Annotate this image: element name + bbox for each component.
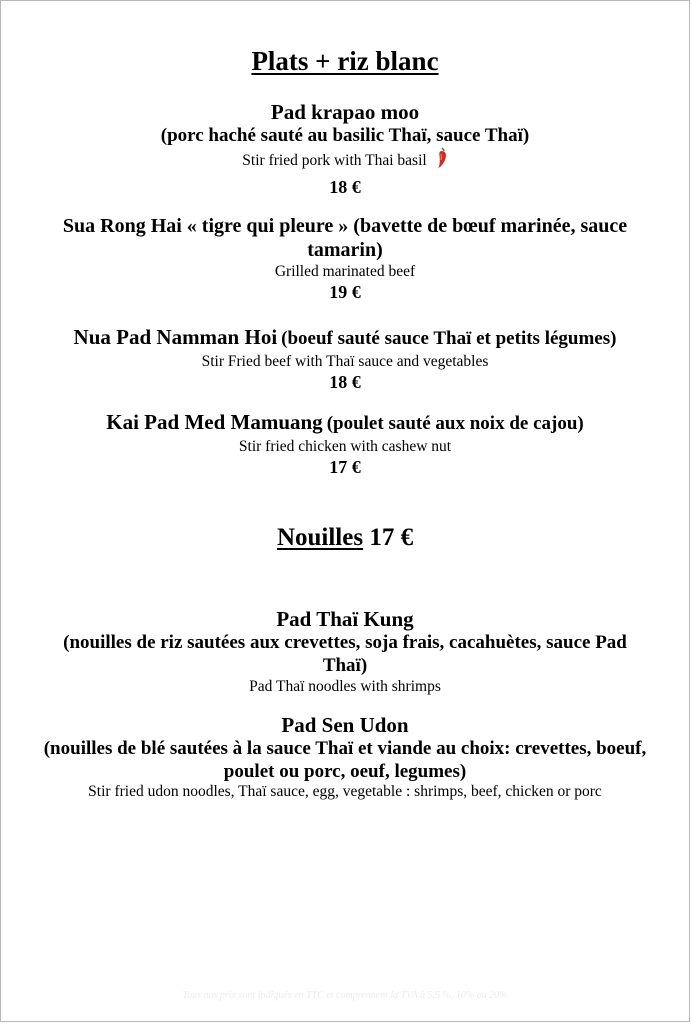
section-title-text: Plats + riz blanc [251,46,439,76]
dish-description-fr: (boeuf sauté sauce Thaï et petits légumes) [281,328,617,349]
footer-vat-note: Tous nos prix sont indiqués en TTC et comprennent la TVA à 5,5 %, 10% ou 20% [182,990,508,1001]
dish-price: 18 € [329,372,361,392]
dish-pad-krapao-moo [1,100,689,198]
dish-price: 19 € [329,282,361,302]
dish-description-en-text: Stir fried pork with Thai basil [242,152,427,169]
dish-description-en: Pad Thaï noodles with shrimps [249,678,441,695]
dish-nua-pad-namman-hoi [1,325,689,393]
dish-price: 18 € [329,177,361,197]
dish-name-with-description: Sua Rong Hai « tigre qui pleure » (bavette de bœuf marinée, sauce tamarin) [62,215,628,261]
section-title-nouilles [1,522,689,554]
section-title-price: 17 € [369,524,414,551]
dish-title-line [1,325,689,352]
dish-name: Nua Pad Namman Hoi [73,325,278,349]
dish-pad-sen-udon [1,713,689,783]
dish-title-line [1,410,689,437]
dish-kai-pad-med-mamuang [1,410,689,478]
dish-description-fr: (porc haché sauté au basilic Thaï, sauce Thaï) [160,125,530,146]
section-title-plats [1,45,689,77]
dish-name: Pad Sen Udon [281,713,409,737]
dish-description-en: Stir Fried beef with Thaï sauce and vegetables [201,353,489,370]
dish-description-fr: (nouilles de blé sautées à la sauce Thaï et viande au choix: crevettes, boeuf, poulet ou porc, oeuf, legumes) [43,738,647,782]
dish-description-fr: (nouilles de riz sautées aux crevettes, soja frais, cacahuètes, sauce Pad Thaï) [63,632,627,676]
dish-pad-sen-udon-english [1,782,689,801]
dish-price: 17 € [329,457,361,477]
dish-pad-thai-kung [1,607,689,696]
chili-pepper-icon [437,147,448,174]
dish-description-en: Stir fried chicken with cashew nut [238,438,452,455]
dish-name: Pad Thaï Kung [276,607,414,631]
dish-name: Pad krapao moo [270,100,420,124]
dish-description-en: Stir fried udon noodles, Thaï sauce, egg, vegetable : shrimps, beef, chicken or porc [88,783,602,800]
dish-description-en [1,147,689,174]
dish-description-fr: (poulet sauté aux noix de cajou) [326,413,584,434]
dish-sua-rong-hai [1,214,689,303]
dish-description-en: Grilled marinated beef [274,263,416,280]
dish-name: Kai Pad Med Mamuang [106,410,323,434]
section-title-text: Nouilles [276,524,364,551]
